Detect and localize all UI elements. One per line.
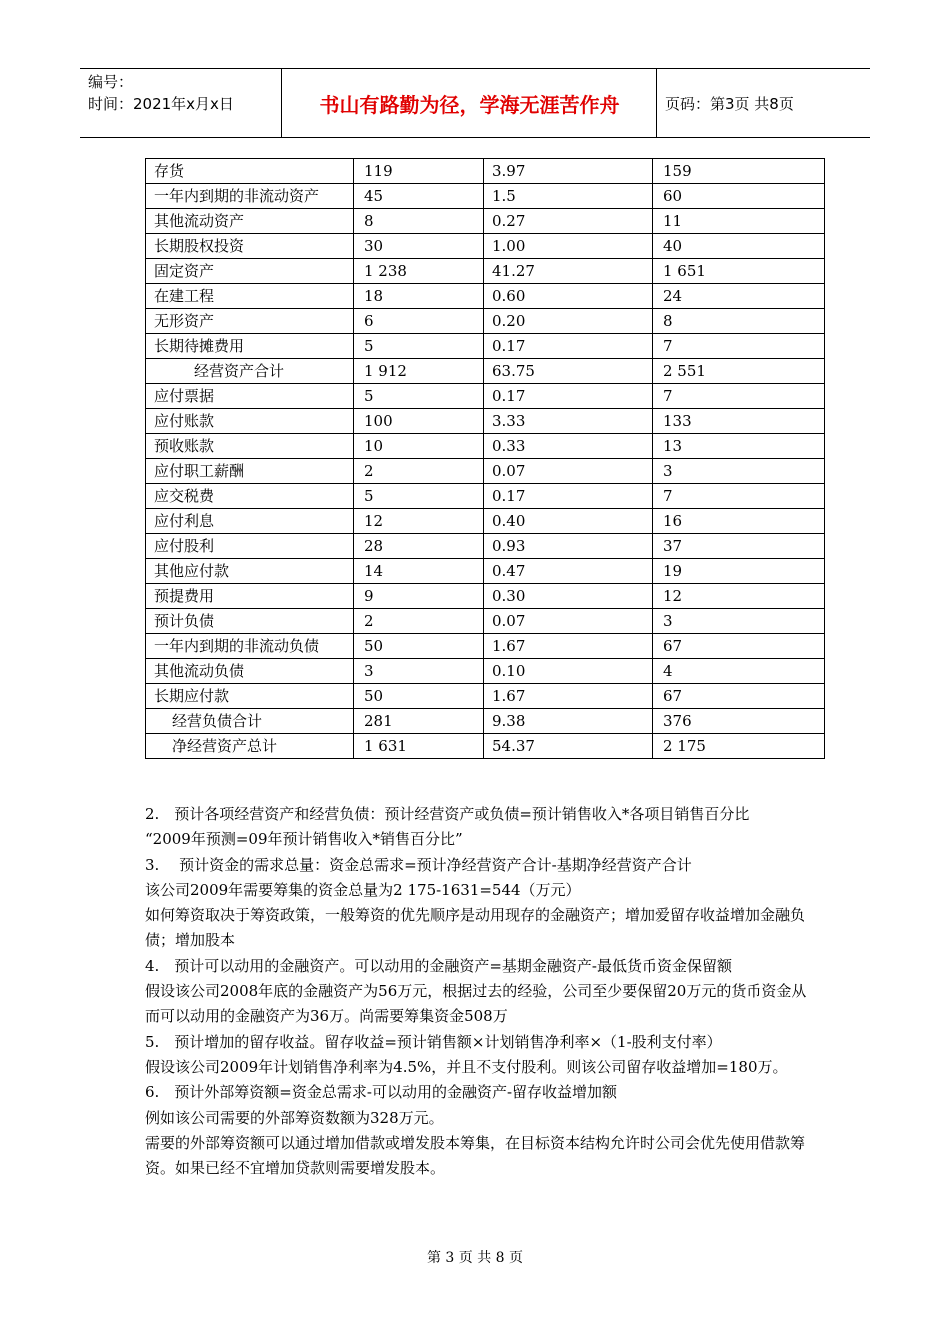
table-cell: 净经营资产总计 — [146, 734, 354, 759]
table-cell: 30 — [354, 234, 484, 259]
table-cell: 0.20 — [484, 309, 653, 334]
table-cell: 4 — [653, 659, 825, 684]
table-cell: 0.93 — [484, 534, 653, 559]
table-cell: 1 238 — [354, 259, 484, 284]
table-cell: 41.27 — [484, 259, 653, 284]
table-cell: 长期股权投资 — [146, 234, 354, 259]
table-cell: 8 — [653, 309, 825, 334]
table-cell: 0.40 — [484, 509, 653, 534]
table-cell: 67 — [653, 634, 825, 659]
table-cell: 133 — [653, 409, 825, 434]
table-cell: 一年内到期的非流动资产 — [146, 184, 354, 209]
table-cell: 预计负债 — [146, 609, 354, 634]
table-row — [146, 234, 825, 259]
paragraph: 假设该公司2008年底的金融资产为56万元，根据过去的经验，公司至少要保留20万元的货币资金从而可以动用的金融资产为36万。尚需要筹集资金508万 — [145, 982, 807, 1026]
paragraph: 该公司2009年需要筹集的资金总量为2 175-1631=544（万元） — [145, 880, 581, 899]
table-cell: 2 — [354, 609, 484, 634]
table-cell: 0.10 — [484, 659, 653, 684]
table-cell: 14 — [354, 559, 484, 584]
table-cell: 16 — [653, 509, 825, 534]
table-cell: 9.38 — [484, 709, 653, 734]
table-cell: 67 — [653, 684, 825, 709]
table-cell: 100 — [354, 409, 484, 434]
financial-table — [145, 158, 825, 759]
table-cell: 0.30 — [484, 584, 653, 609]
table-cell: 其他流动负债 — [146, 659, 354, 684]
page-footer: 第 3 页 共 8 页 — [426, 1250, 524, 1266]
paragraph: 例如该公司需要的外部筹资数额为328万元。 — [145, 1108, 444, 1127]
table-cell: 0.60 — [484, 284, 653, 309]
paragraph: 3. 预计资金的需求总量：资金总需求=预计净经营资产合计-基期净经营资产合计 — [145, 855, 692, 874]
table-cell: 3 — [653, 609, 825, 634]
paragraph: 4. 预计可以动用的金融资产。可以动用的金融资产=基期金融资产-最低货币资金保留额 — [145, 956, 732, 975]
table-row — [146, 534, 825, 559]
header-motto: 书山有路勤为径，学海无涯苦作舟 — [283, 69, 657, 137]
table-cell: 1 651 — [653, 259, 825, 284]
table-cell: 0.17 — [484, 484, 653, 509]
table-cell: 1 631 — [354, 734, 484, 759]
table-cell: 0.33 — [484, 434, 653, 459]
table-row — [146, 384, 825, 409]
table-cell: 无形资产 — [146, 309, 354, 334]
financial-table-body — [146, 159, 825, 759]
table-cell: 119 — [354, 159, 484, 184]
table-cell: 2 551 — [653, 359, 825, 384]
table-cell: 60 — [653, 184, 825, 209]
table-cell: 长期应付款 — [146, 684, 354, 709]
table-cell: 固定资产 — [146, 259, 354, 284]
table-cell: 10 — [354, 434, 484, 459]
paragraph: 假设该公司2009年计划销售净利率为4.5%，并且不支付股利。则该公司留存收益增加=180万。 — [145, 1057, 788, 1076]
table-cell: 3.97 — [484, 159, 653, 184]
table-row — [146, 559, 825, 584]
table-cell: 5 — [354, 384, 484, 409]
table-row — [146, 209, 825, 234]
paragraph: 2. 预计各项经营资产和经营负债：预计经营资产或负债=预计销售收入*各项目销售百分比 — [145, 805, 750, 823]
table-cell: 24 — [653, 284, 825, 309]
paragraph: “2009年预测=09年预计销售收入*销售百分比” — [145, 830, 463, 849]
document-number-label: 编号： — [88, 73, 134, 91]
table-cell: 8 — [354, 209, 484, 234]
table-cell: 11 — [653, 209, 825, 234]
table-cell: 预提费用 — [146, 584, 354, 609]
table-row — [146, 459, 825, 484]
table-cell: 3.33 — [484, 409, 653, 434]
table-cell: 281 — [354, 709, 484, 734]
page-header — [80, 68, 870, 138]
table-cell: 63.75 — [484, 359, 653, 384]
table-cell: 50 — [354, 634, 484, 659]
table-cell: 5 — [354, 334, 484, 359]
table-cell: 6 — [354, 309, 484, 334]
table-row — [146, 634, 825, 659]
table-row — [146, 609, 825, 634]
table-cell: 7 — [653, 384, 825, 409]
table-row — [146, 684, 825, 709]
table-cell: 18 — [354, 284, 484, 309]
table-cell: 19 — [653, 559, 825, 584]
paragraph: 需要的外部筹资额可以通过增加借款或增发股本筹集，在目标资本结构允许时公司会优先使用借款筹资。如果已经不宜增加贷款则需要增发股本。 — [145, 1133, 806, 1178]
table-cell: 其他应付款 — [146, 559, 354, 584]
table-row — [146, 409, 825, 434]
table-row — [146, 309, 825, 334]
table-row — [146, 334, 825, 359]
table-cell: 应付账款 — [146, 409, 354, 434]
table-cell: 0.47 — [484, 559, 653, 584]
table-cell: 3 — [653, 459, 825, 484]
table-cell: 45 — [354, 184, 484, 209]
table-cell: 0.17 — [484, 384, 653, 409]
table-row — [146, 709, 825, 734]
table-cell: 应付票据 — [146, 384, 354, 409]
table-cell: 1.5 — [484, 184, 653, 209]
table-row — [146, 284, 825, 309]
table-cell: 在建工程 — [146, 284, 354, 309]
table-cell: 应付职工薪酬 — [146, 459, 354, 484]
table-cell: 5 — [354, 484, 484, 509]
table-row — [146, 509, 825, 534]
table-cell: 预收账款 — [146, 434, 354, 459]
table-cell: 长期待摊费用 — [146, 334, 354, 359]
table-cell: 1.00 — [484, 234, 653, 259]
table-cell: 37 — [653, 534, 825, 559]
table-cell: 376 — [653, 709, 825, 734]
table-cell: 28 — [354, 534, 484, 559]
paragraph: 5. 预计增加的留存收益。留存收益=预计销售额×计划销售净利率×（1-股利支付率） — [145, 1032, 722, 1051]
table-cell: 7 — [653, 334, 825, 359]
paragraph: 6. 预计外部筹资额=资金总需求-可以动用的金融资产-留存收益增加额 — [145, 1083, 618, 1102]
table-row — [146, 734, 825, 759]
table-cell: 经营资产合计 — [146, 359, 354, 384]
table-row — [146, 659, 825, 684]
table-cell: 应付利息 — [146, 509, 354, 534]
table-row — [146, 359, 825, 384]
table-row — [146, 259, 825, 284]
paragraph: 如何筹资取决于筹资政策，一般筹资的优先顺序是动用现存的金融资产；增加爱留存收益增加金融负债；增加股本 — [145, 906, 806, 950]
table-cell: 12 — [354, 509, 484, 534]
table-cell: 1.67 — [484, 634, 653, 659]
table-row — [146, 184, 825, 209]
table-cell: 1.67 — [484, 684, 653, 709]
table-row — [146, 159, 825, 184]
header-page-number: 页码：第3页 共8页 — [665, 94, 794, 113]
table-cell: 0.17 — [484, 334, 653, 359]
document-time-label: 时间：2021年x月x日 — [88, 95, 234, 113]
table-cell: 其他流动资产 — [146, 209, 354, 234]
table-cell: 1 912 — [354, 359, 484, 384]
table-cell: 159 — [653, 159, 825, 184]
table-cell: 9 — [354, 584, 484, 609]
table-cell: 2 — [354, 459, 484, 484]
table-cell: 54.37 — [484, 734, 653, 759]
table-cell: 存货 — [146, 159, 354, 184]
table-cell: 13 — [653, 434, 825, 459]
table-row — [146, 484, 825, 509]
header-meta — [80, 69, 282, 137]
table-cell: 0.07 — [484, 609, 653, 634]
table-cell: 经营负债合计 — [146, 709, 354, 734]
table-row — [146, 584, 825, 609]
table-cell: 一年内到期的非流动负债 — [146, 634, 354, 659]
table-row — [146, 434, 825, 459]
table-cell: 12 — [653, 584, 825, 609]
table-cell: 应交税费 — [146, 484, 354, 509]
table-cell: 40 — [653, 234, 825, 259]
table-cell: 0.07 — [484, 459, 653, 484]
table-cell: 7 — [653, 484, 825, 509]
table-cell: 2 175 — [653, 734, 825, 759]
table-cell: 0.27 — [484, 209, 653, 234]
table-cell: 50 — [354, 684, 484, 709]
body-text — [145, 802, 815, 1181]
table-cell: 3 — [354, 659, 484, 684]
table-cell: 应付股利 — [146, 534, 354, 559]
